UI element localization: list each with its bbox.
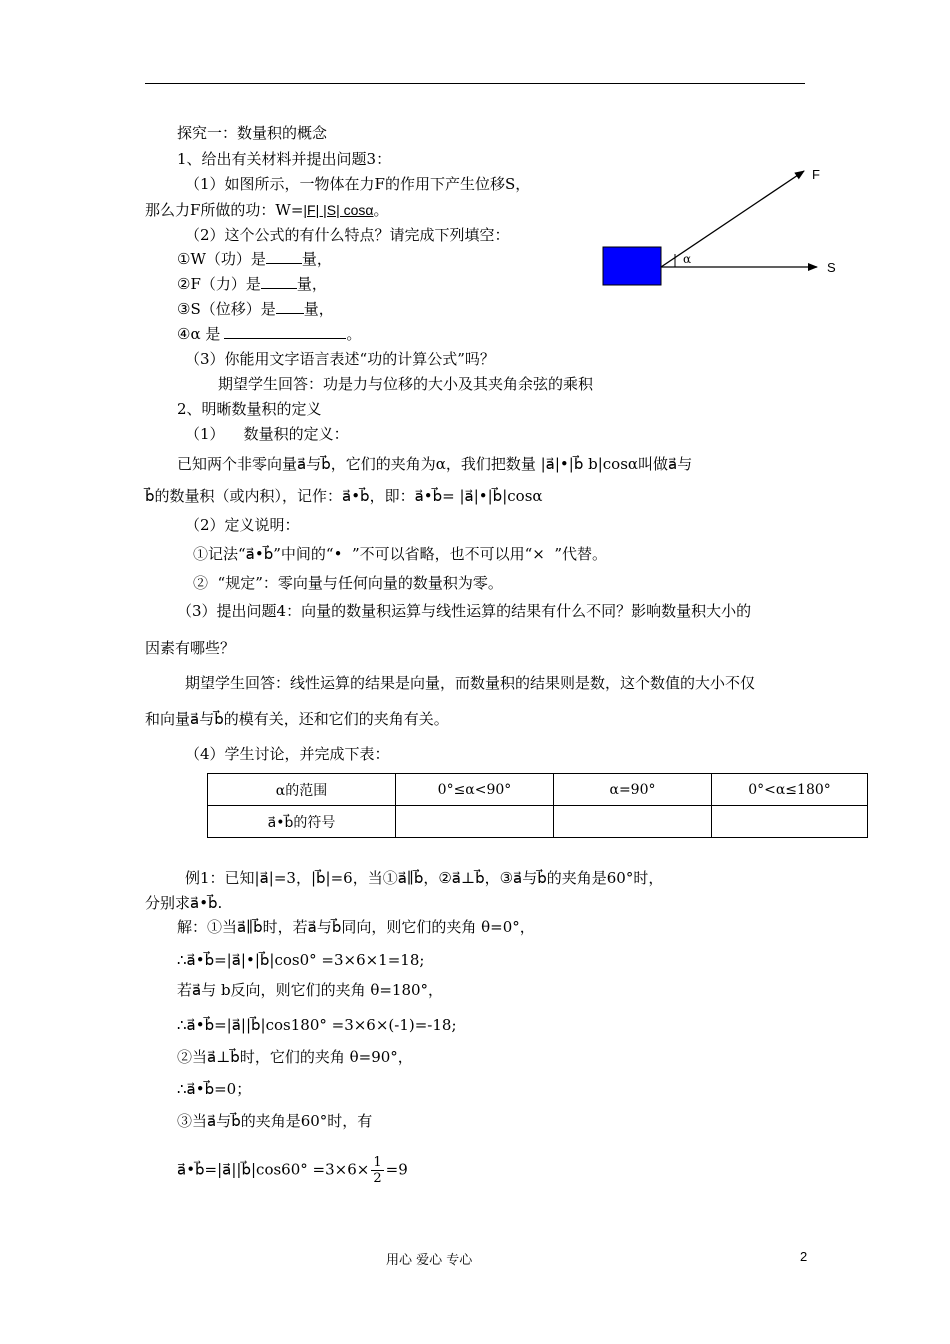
fraction: [371, 1155, 383, 1186]
fraction-numerator: 1: [373, 1155, 382, 1170]
blank: [261, 274, 297, 289]
example-line1: 例1：已知|a⃗|=3，|b⃗|=6，当①a⃗∥b⃗，②a⃗⊥b⃗，③a⃗与b⃗的夹角是60°时，: [185, 869, 664, 887]
fill-suffix: 。: [346, 325, 362, 343]
solution-line8: [177, 1155, 408, 1186]
table-cell: α的范围: [208, 774, 396, 806]
note-2: ② “规定”：零向量与任何向量的数量积为零。: [193, 574, 503, 592]
table-cell: [396, 806, 554, 838]
displacement-label: S: [827, 260, 836, 275]
header-rule: [145, 83, 805, 84]
definition-line1: 已知两个非零向量a⃗与b⃗，它们的夹角为α，我们把数量 |a⃗|•|b⃗ b|cosα叫做a⃗与: [177, 455, 693, 473]
force-displacement-diagram: [595, 160, 855, 300]
sign-table: [207, 773, 868, 838]
item-1: 1、给出有关材料并提出问题3：: [177, 150, 392, 168]
fill-item-4: [177, 324, 361, 344]
question-3-answer: 期望学生回答：功是力与位移的大小及其夹角余弦的乘积: [218, 375, 594, 393]
question-1-line2: [145, 200, 389, 220]
definition-line2: b⃗的数量积（或内积），记作：a⃗•b⃗，即：a⃗•b⃗= |a⃗|•|b⃗|cosα: [145, 487, 543, 505]
fill-item-2: [177, 274, 327, 294]
solution-line3: 若a⃗与 b反向，则它们的夹角 θ=180°，: [177, 981, 444, 999]
blank: [224, 324, 346, 339]
fill-item-1: [177, 249, 332, 269]
question-5: （4）学生讨论，并完成下表：: [185, 745, 390, 763]
definition-heading: （1） 数量积的定义：: [185, 425, 349, 443]
solution-line5: ②当a⃗⊥b⃗时，它们的夹角 θ=90°，: [177, 1048, 413, 1066]
solution-line7: ③当a⃗与b⃗的夹角是60°时，有: [177, 1112, 373, 1130]
fill-suffix: 量，: [301, 250, 332, 268]
solution-result: =9: [385, 1160, 408, 1179]
blank: [276, 299, 304, 314]
table-cell: [554, 806, 712, 838]
example-line2: 分别求a⃗•b⃗.: [145, 894, 223, 912]
page-number: 2: [800, 1249, 808, 1264]
table-cell: α=90°: [554, 774, 712, 806]
solution-line6: ∴a⃗•b⃗=0；: [177, 1080, 252, 1098]
question-2: （2）这个公式的有什么特点？请完成下列填空：: [185, 226, 510, 244]
work-suffix: 。: [373, 201, 389, 219]
table-row: [208, 774, 868, 806]
solution-line2: ∴a⃗•b⃗=|a⃗|•|b⃗|cos0° =3×6×1=18;: [177, 951, 425, 969]
fill-suffix: 量，: [296, 275, 327, 293]
footer-text: 用心 爱心 专心: [386, 1253, 473, 1268]
question-4-answer-line2: 和向量a⃗与b⃗的模有关，还和它们的夹角有关。: [145, 710, 449, 728]
fill-label: ④α 是: [177, 325, 221, 343]
fraction-denominator: 2: [373, 1171, 382, 1186]
table-cell: 0°≤α<90°: [396, 774, 554, 806]
fill-label: ①W（功）是: [177, 250, 266, 268]
question-4-answer-line1: 期望学生回答：线性运算的结果是向量，而数量积的结果则是数，这个数值的大小不仅: [185, 674, 756, 692]
force-label: F: [812, 167, 820, 182]
angle-label: α: [683, 252, 692, 266]
fill-suffix: 量，: [303, 300, 334, 318]
fill-label: ③S（位移）是: [177, 300, 276, 318]
question-1-line1: （1）如图所示，一物体在力F的作用下产生位移S，: [185, 175, 531, 193]
solution-line4: ∴a⃗•b⃗=|a⃗||b⃗|cos180° =3×6×(-1)=-18;: [177, 1016, 457, 1034]
object-box: [603, 247, 661, 285]
work-prefix: 那么力F所做的功：W=: [145, 201, 304, 219]
table-cell: 0°<α≤180°: [712, 774, 868, 806]
solution-line1: 解：①当a⃗∥b⃗时，若a⃗与b⃗同向，则它们的夹角 θ=0°，: [177, 918, 535, 936]
question-3: （3）你能用文字语言表述“功的计算公式”吗？: [185, 350, 495, 368]
blank: [266, 249, 302, 264]
question-4-line2: 因素有哪些？: [145, 639, 236, 657]
note-heading: （2）定义说明：: [185, 516, 300, 534]
item-2: 2、明晰数量积的定义: [177, 400, 322, 418]
work-formula: |F| |S| cosα: [303, 202, 374, 218]
solution-expression: a⃗•b⃗=|a⃗||b⃗|cos60° =3×6×: [177, 1160, 370, 1179]
table-row: [208, 806, 868, 838]
fill-item-3: [177, 299, 334, 319]
explore-title: 探究一：数量积的概念: [177, 124, 328, 142]
question-4-line1: （3）提出问题4：向量的数量积运算与线性运算的结果有什么不同？影响数量积大小的: [177, 602, 752, 620]
table-cell: [712, 806, 868, 838]
note-1: ①记法“a⃗•b⃗”中间的“• ”不可以省略，也不可以用“× ”代替。: [193, 545, 608, 563]
table-cell: a⃗•b⃗的符号: [208, 806, 396, 838]
fill-label: ②F（力）是: [177, 275, 261, 293]
